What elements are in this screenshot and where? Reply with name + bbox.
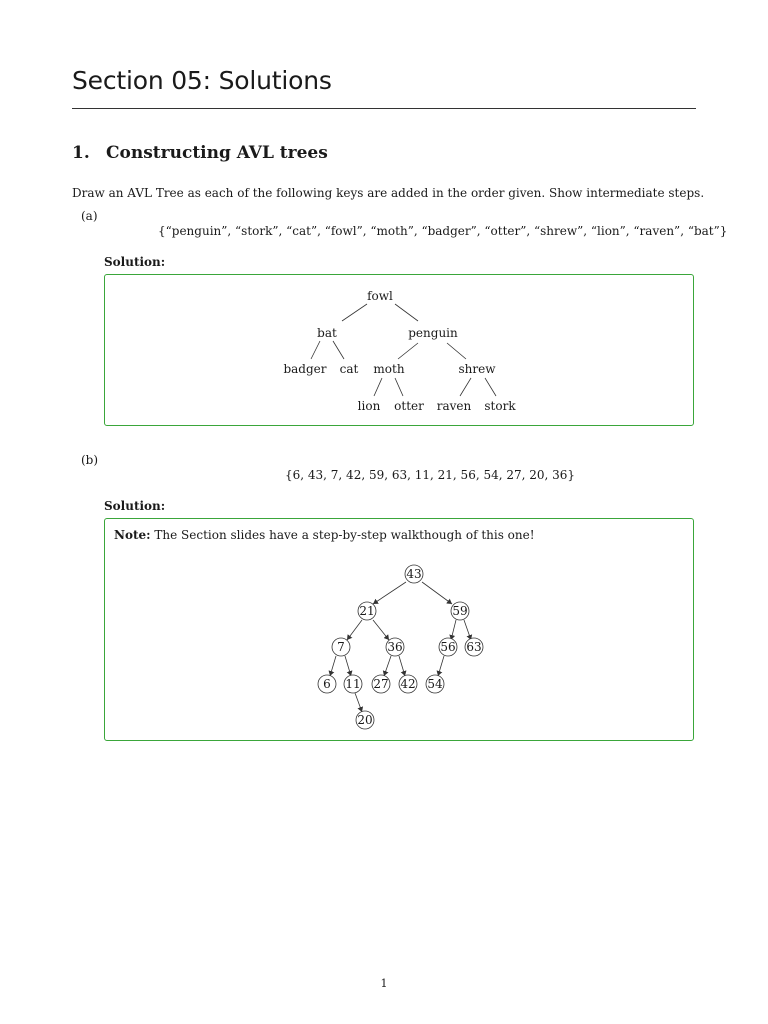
tree-edge	[485, 378, 496, 396]
tree-node: bat	[317, 326, 337, 340]
tree-edge	[345, 656, 351, 676]
tree-node: 54	[427, 677, 443, 691]
tree-edge	[464, 620, 471, 640]
tree-node: 36	[387, 640, 403, 654]
tree-edge	[395, 304, 418, 321]
tree-edge	[333, 341, 344, 359]
tree-node: shrew	[458, 362, 496, 376]
part-b-tree	[105, 519, 695, 742]
part-a-tree	[105, 275, 695, 427]
note-bold-label: Note:	[114, 528, 151, 542]
tree-node: badger	[283, 362, 327, 376]
tree-node: 42	[400, 677, 416, 691]
tree-edge	[422, 582, 452, 604]
tree-node: 27	[373, 677, 389, 691]
title-divider	[72, 108, 696, 109]
tree-edge	[398, 343, 418, 359]
tree-node: 56	[440, 640, 456, 654]
tree-node: 7	[337, 640, 345, 654]
tree-edge	[311, 341, 320, 359]
tree-edge	[373, 620, 389, 640]
part-b-keys: {6, 43, 7, 42, 59, 63, 11, 21, 56, 54, 27, 20, 36}	[285, 468, 576, 482]
tree-node: 11	[345, 677, 361, 691]
tree-edge	[460, 378, 471, 396]
question-number: 1.	[72, 143, 90, 163]
tree-edge	[451, 620, 456, 640]
tree-node: 43	[406, 567, 422, 581]
tree-node: otter	[394, 399, 424, 413]
question-instruction: Draw an AVL Tree as each of the following keys are added in the order given. Show intermediate steps.	[72, 186, 705, 200]
tree-node: 6	[323, 677, 331, 691]
part-b-solution-box	[104, 518, 694, 741]
tree-edge	[342, 304, 367, 321]
tree-edge	[447, 343, 466, 359]
tree-node: raven	[436, 399, 472, 413]
tree-node: 20	[357, 713, 373, 727]
part-a-solution-label: Solution:	[104, 255, 166, 269]
question-title: Constructing AVL trees	[106, 143, 328, 163]
tree-node: 59	[452, 604, 468, 618]
part-a-solution-box	[104, 274, 694, 426]
tree-edge	[373, 582, 406, 604]
tree-edge	[355, 693, 362, 712]
tree-node: stork	[484, 399, 516, 413]
question-heading	[72, 143, 328, 163]
part-a-keys: {“penguin”, “stork”, “cat”, “fowl”, “moth”, “badger”, “otter”, “shrew”, “lion”, “raven”, “bat”}	[158, 224, 728, 238]
page-title: Section 05: Solutions	[72, 66, 332, 95]
tree-node: moth	[373, 362, 405, 376]
tree-edge	[399, 656, 405, 676]
tree-node: fowl	[367, 289, 393, 303]
part-a-label: (a)	[81, 209, 98, 223]
tree-edge	[347, 620, 362, 640]
page-number: 1	[380, 977, 388, 990]
tree-edge	[384, 656, 391, 676]
part-b-label: (b)	[81, 453, 99, 467]
tree-edge	[330, 656, 336, 676]
part-b-solution-label: Solution:	[104, 499, 166, 513]
tree-node: penguin	[408, 326, 458, 340]
tree-node: 63	[466, 640, 482, 654]
tree-edge	[395, 378, 403, 396]
tree-node: cat	[339, 362, 359, 376]
tree-node: lion	[357, 399, 381, 413]
note-text: The Section slides have a step-by-step walkthough of this one!	[150, 528, 535, 542]
tree-edge	[438, 656, 444, 676]
tree-node: 21	[359, 604, 375, 618]
tree-edge	[374, 378, 382, 396]
